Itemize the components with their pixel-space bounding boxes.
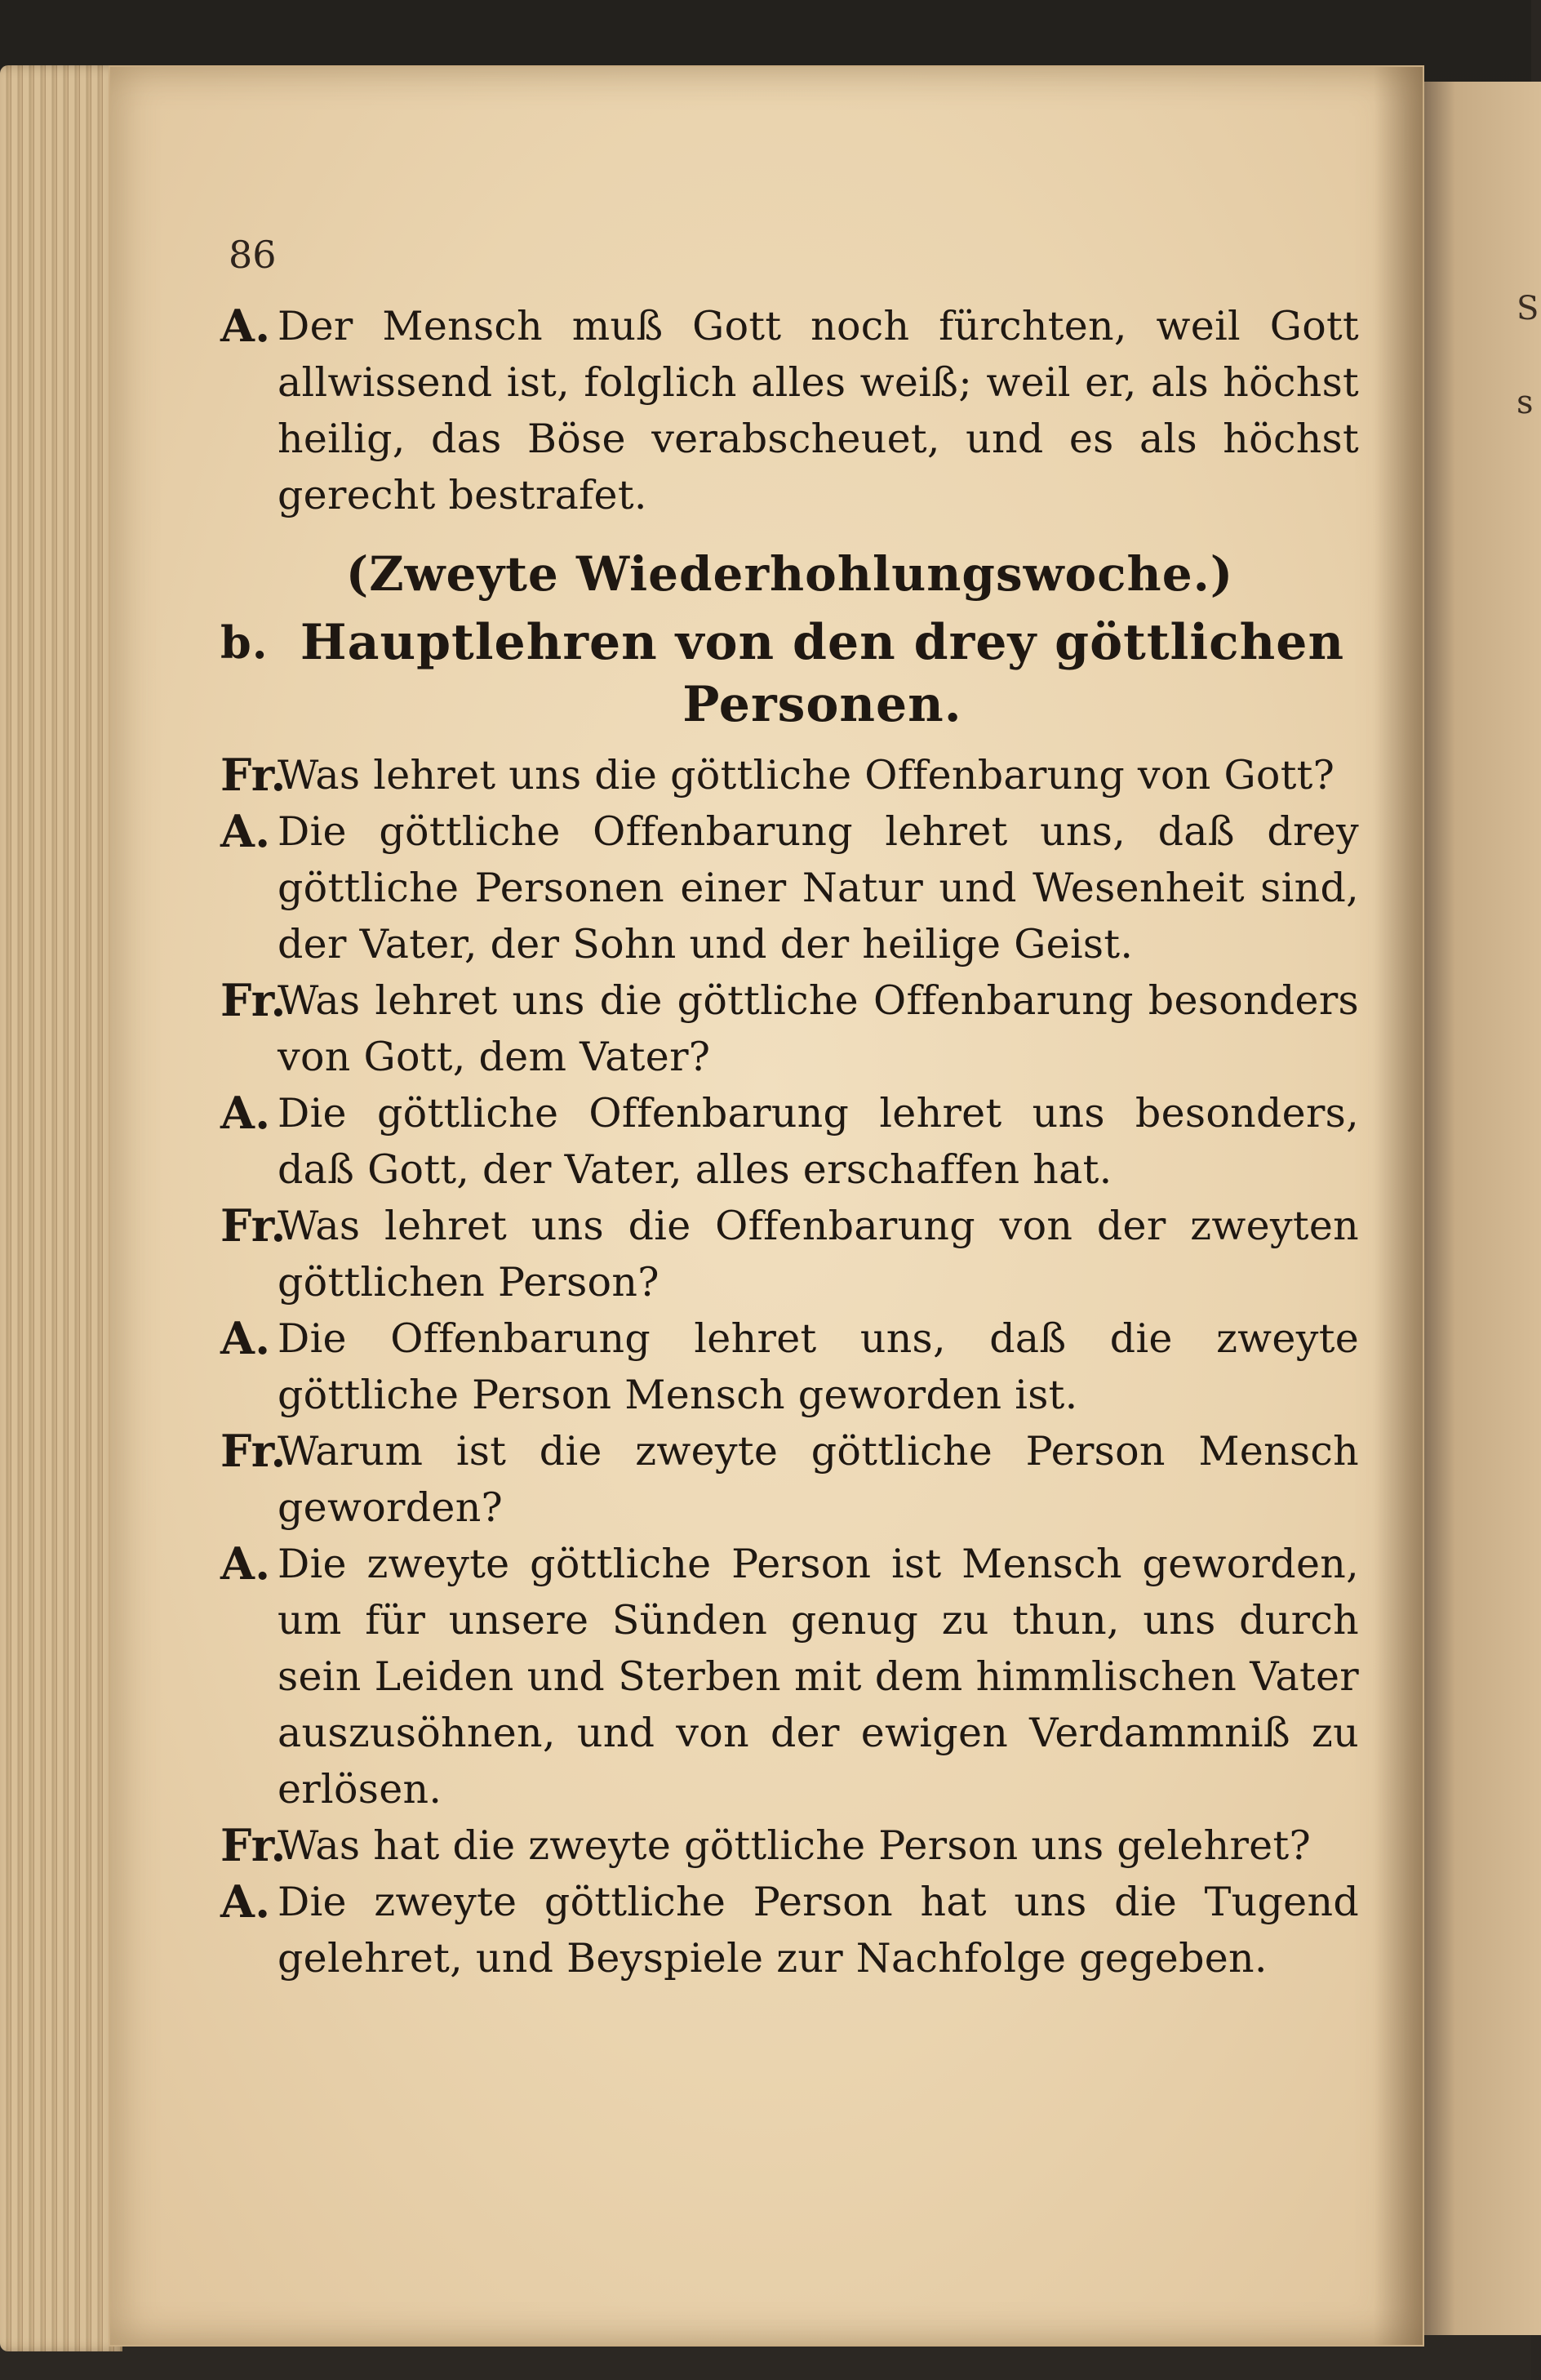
answer-paragraph — [220, 1536, 1359, 1817]
speaker-label: A. — [220, 1875, 271, 1928]
speaker-label: A. — [220, 1087, 271, 1139]
speaker-label: Fr. — [220, 974, 286, 1026]
paragraph-text: Der Mensch muß Gott noch fürchten, weil Gott allwissend ist, folglich alles weiß; weil er, als höchst heilig, das Böse verabscheuet, und es als höchst gerecht bestrafet. — [278, 303, 1359, 518]
answer-paragraph — [220, 1310, 1359, 1423]
question-paragraph — [220, 1198, 1359, 1310]
facing-page-mark: S — [1517, 290, 1539, 327]
facing-page-mark: s — [1517, 384, 1534, 421]
question-paragraph — [220, 1817, 1359, 1874]
question-paragraph — [220, 972, 1359, 1085]
question-paragraph — [220, 1423, 1359, 1536]
page-number: 86 — [229, 233, 277, 277]
page-text — [220, 298, 1359, 1986]
gutter-shadow — [1374, 67, 1423, 2345]
paragraph-text: Die göttliche Offenbarung lehret uns besonders, daß Gott, der Vater, alles erschaffen hat. — [278, 1090, 1359, 1193]
paragraph-text: Was lehret uns die Offenbarung von der zweyten göttlichen Person? — [278, 1203, 1359, 1306]
answer-paragraph — [220, 1874, 1359, 1986]
paragraph-text: Die göttliche Offenbarung lehret uns, daß drey göttliche Personen einer Natur und Wesenheit sind, der Vater, der Sohn und der heilige Geist. — [278, 808, 1359, 968]
paragraph-text: Was lehret uns die göttliche Offenbarung von Gott? — [278, 752, 1335, 799]
paragraph-text: Was lehret uns die göttliche Offenbarung besonders von Gott, dem Vater? — [278, 977, 1359, 1080]
question-paragraph — [220, 747, 1359, 803]
speaker-label: A. — [220, 805, 271, 857]
answer-paragraph — [220, 298, 1359, 523]
heading-text: Hauptlehren von den drey göttlichen Personen. — [300, 614, 1345, 733]
paragraph-text: Was hat die zweyte göttliche Person uns gelehret? — [278, 1822, 1312, 1869]
paragraph-text: Die Offenbarung lehret uns, daß die zweyte göttliche Person Mensch geworden ist. — [278, 1315, 1359, 1418]
heading-marker: b. — [220, 616, 269, 669]
speaker-label: A. — [220, 1312, 271, 1364]
answer-paragraph — [220, 1085, 1359, 1198]
speaker-label: Fr. — [220, 1819, 286, 1871]
speaker-label: Fr. — [220, 1199, 286, 1252]
chapter-heading — [220, 612, 1359, 736]
speaker-label: Fr. — [220, 749, 286, 801]
speaker-label: A. — [220, 1537, 271, 1590]
paragraph-text: Die zweyte göttliche Person hat uns die Tugend gelehret, und Beyspiele zur Nachfolge gegeben. — [278, 1879, 1359, 1982]
paragraph-text: Die zweyte göttliche Person ist Mensch geworden, um für unsere Sünden genug zu thun, uns durch sein Leiden und Sterben mit dem himmlischen Vater auszusöhnen, und von der ewigen Verdammniß zu erlösen. — [278, 1541, 1359, 1813]
speaker-label: Fr. — [220, 1425, 286, 1477]
page-stack-edge — [0, 65, 122, 2351]
answer-paragraph — [220, 803, 1359, 972]
section-title: (Zweyte Wiederhohlungswoche.) — [345, 546, 1234, 602]
speaker-label: A. — [220, 300, 271, 352]
paragraph-text: Warum ist die zweyte göttliche Person Mensch geworden? — [278, 1428, 1359, 1531]
